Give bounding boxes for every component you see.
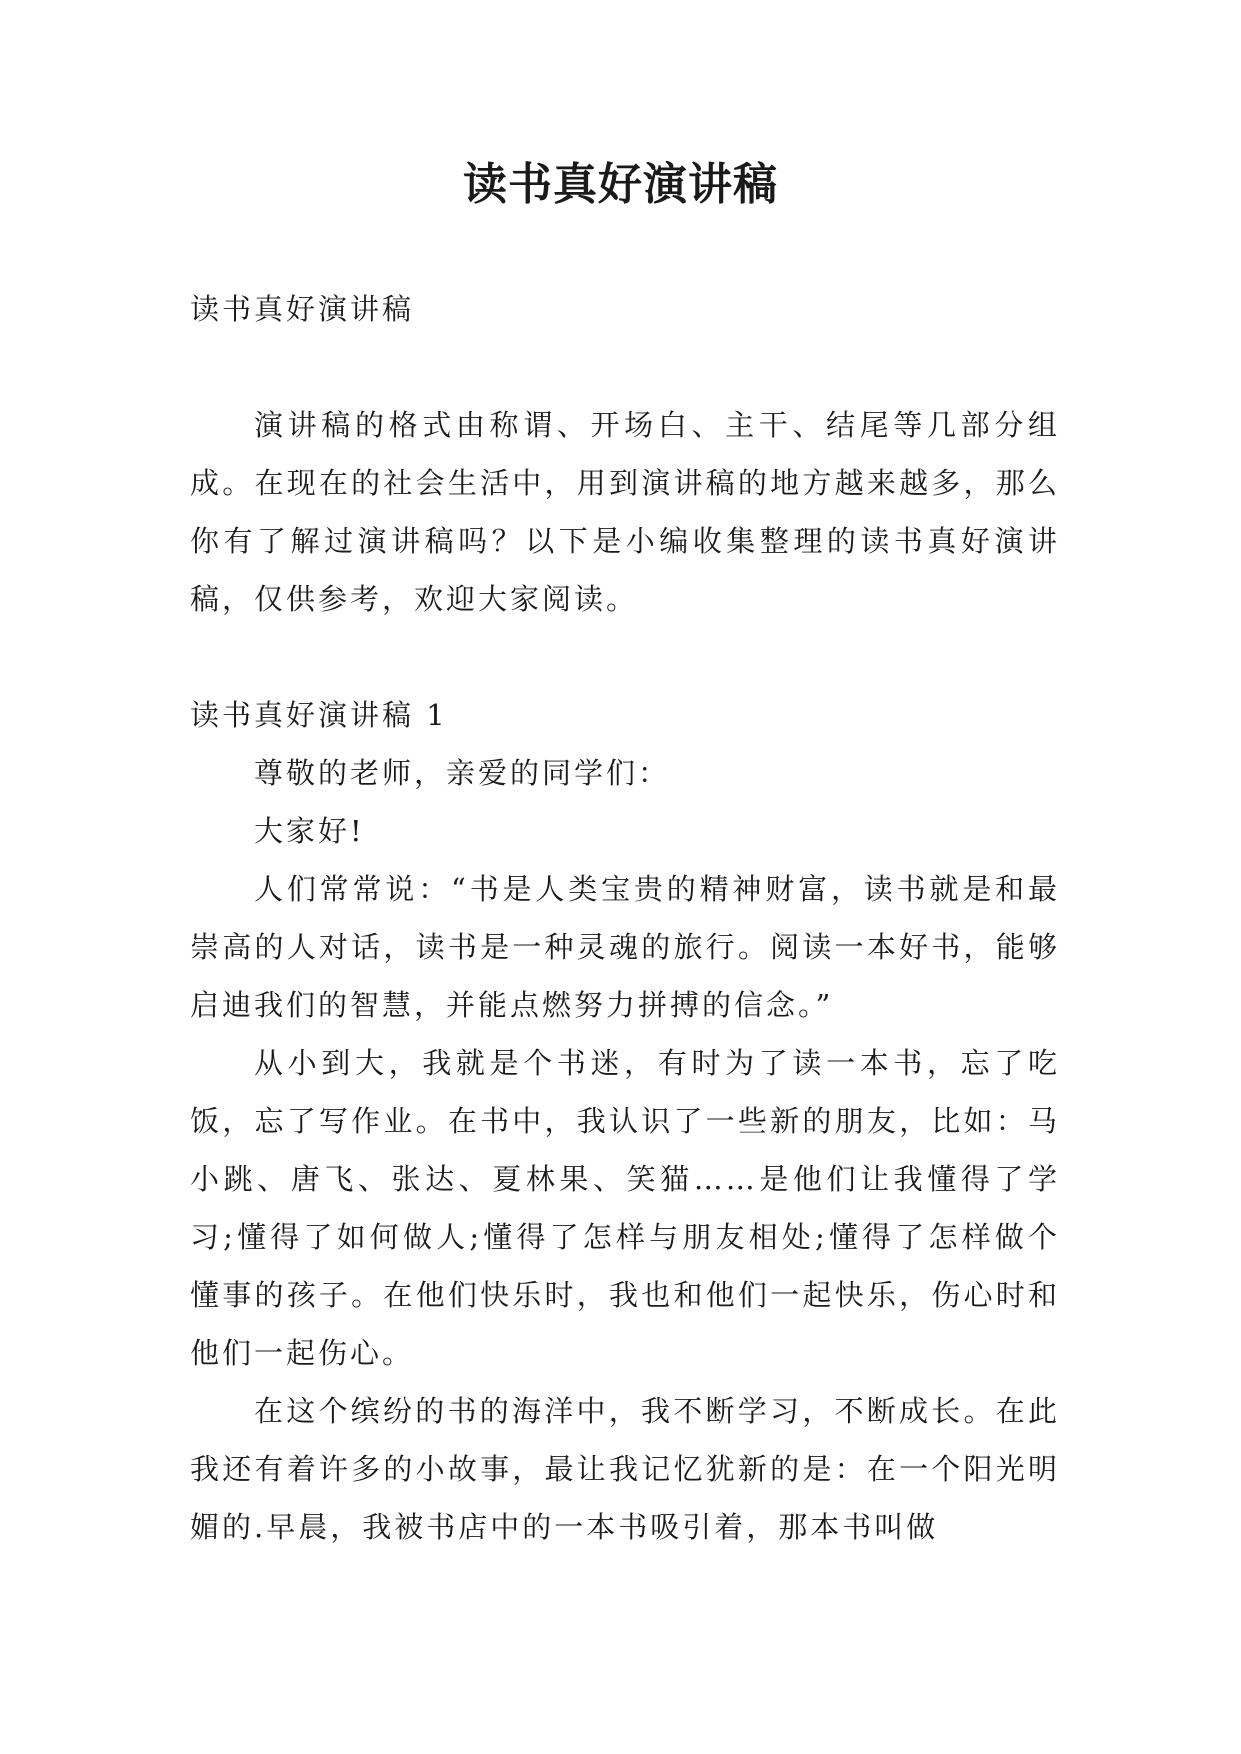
body-paragraph: 人们常常说：“书是人类宝贵的精神财富，读书就是和最崇高的人对话，读书是一种灵魂的旅行。阅读一本好书，能够启迪我们的智慧，并能点燃努力拼搏的信念。” [190,872,1060,1022]
salutation-paragraph: 尊敬的老师，亲爱的同学们： [254,756,671,790]
document-title: 读书真好演讲稿 [463,159,778,210]
body-paragraph: 在这个缤纷的书的海洋中，我不断学习，不断成长。在此我还有着许多的小故事，最让我记忆犹新的是：在一个阳光明媚的.早晨，我被书店中的一本书吸引着，那本书叫做 [190,1394,1060,1544]
section-heading: 读书真好演讲稿 1 [190,698,448,732]
greeting-paragraph: 大家好! [254,814,365,848]
document-subtitle: 读书真好演讲稿 [190,292,415,326]
body-paragraph: 从小到大，我就是个书迷，有时为了读一本书，忘了吃饭，忘了写作业。在书中，我认识了一些新的朋友，比如：马小跳、唐飞、张达、夏林果、笑猫……是他们让我懂得了学习;懂得了如何做人;懂得了怎样与朋友相处;懂得了怎样做个懂事的孩子。在他们快乐时，我也和他们一起快乐，伤心时和他们一起伤心。 [190,1046,1060,1370]
intro-paragraph: 演讲稿的格式由称谓、开场白、主干、结尾等几部分组成。在现在的社会生活中，用到演讲稿的地方越来越多，那么你有了解过演讲稿吗？以下是小编收集整理的读书真好演讲稿，仅供参考，欢迎大家阅读。 [190,408,1060,616]
document-body [190,280,1060,1556]
